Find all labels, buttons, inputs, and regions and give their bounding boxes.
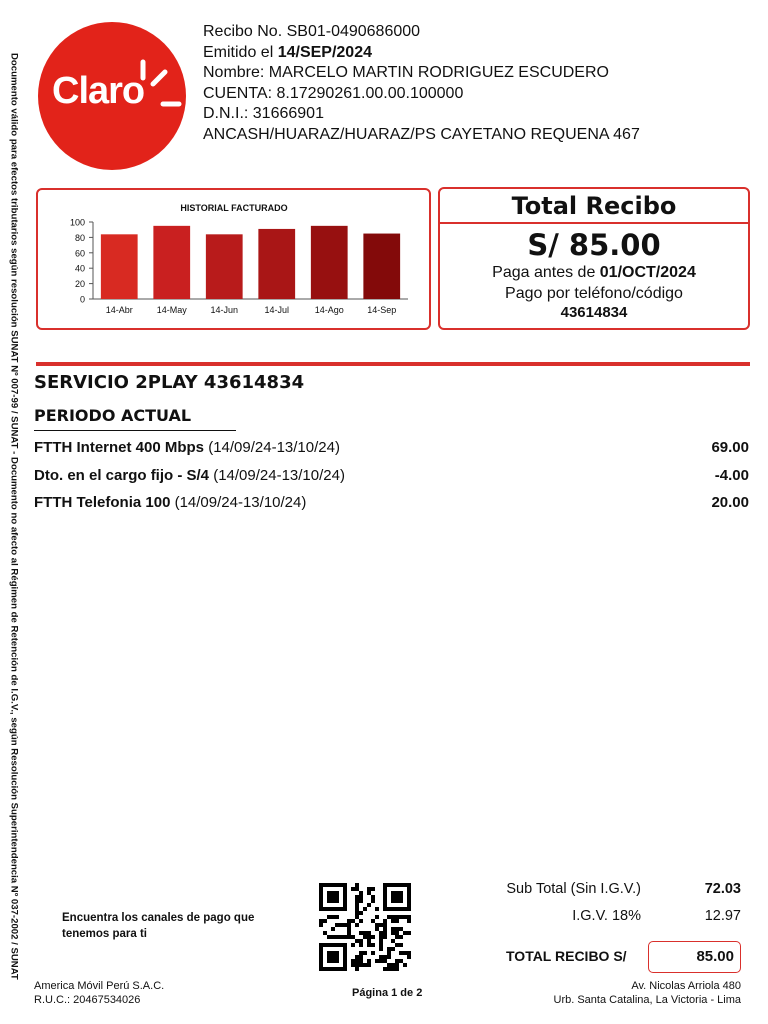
- company-ruc: R.U.C.: 20467534026: [34, 994, 141, 1006]
- account-number: CUENTA: 8.17290261.00.00.100000: [203, 84, 464, 102]
- y-tick-label: 0: [79, 294, 85, 305]
- chart-bar: [311, 226, 348, 299]
- payment-channels-note: Encuentra los canales de pago que tenemos para ti: [62, 912, 255, 940]
- page-number: Página 1 de 2: [352, 987, 423, 999]
- item-period: (14/09/24-13/10/24): [204, 439, 340, 457]
- igv-label: I.G.V. 18%: [572, 908, 641, 924]
- chart-title: HISTORIAL FACTURADO: [180, 203, 288, 213]
- x-tick-label: 14-May: [156, 305, 187, 315]
- legal-side-note: [0, 30, 28, 1002]
- due-date: 01/OCT/2024: [599, 264, 696, 281]
- company-address: [554, 979, 742, 1007]
- item-period: (14/09/24-13/10/24): [170, 494, 307, 512]
- y-tick-label: 20: [74, 279, 85, 290]
- item-name: Dto. en el cargo fijo - S/4: [34, 466, 210, 484]
- subtotal-value: 72.03: [704, 881, 741, 897]
- due-line: [440, 262, 748, 283]
- customer-name: Nombre: MARCELO MARTIN RODRIGUEZ ESCUDERO: [203, 64, 609, 81]
- period-title: PERIODO ACTUAL: [34, 406, 192, 425]
- chart-bar: [258, 229, 295, 299]
- section-divider: [36, 362, 750, 366]
- logo-rays-icon: [38, 22, 186, 170]
- customer-address: ANCASH/HUARAZ/HUARAZ/PS CAYETANO REQUENA 467: [203, 125, 640, 143]
- dni-number: D.N.I.: 31666901: [203, 105, 324, 122]
- total-amount: S/ 85.00: [527, 228, 661, 262]
- service-title: SERVICIO 2PLAY 43614834: [34, 372, 305, 393]
- billing-history-panel: [36, 188, 431, 330]
- item-amount: -4.00: [714, 466, 749, 484]
- igv-value: 12.97: [704, 908, 741, 924]
- item-name: FTTH Telefonia 100: [34, 494, 171, 512]
- receipt-number: Recibo No. SB01-0490686000: [203, 23, 421, 40]
- address-line-2: Urb. Santa Catalina, La Victoria - Lima: [553, 994, 741, 1006]
- chart-bar: [153, 226, 190, 299]
- qr-code-icon[interactable]: [319, 883, 411, 971]
- chart-bar: [363, 234, 400, 299]
- y-tick-label: 100: [69, 217, 85, 228]
- list-item: [34, 489, 749, 517]
- due-label: Paga antes de: [492, 264, 600, 281]
- period-underline: [34, 430, 236, 431]
- legal-side-note-text: Documento válido para efectos tributarios según resolución SUNAT Nº 007-99 / SUNAT - Documento no afecto al Régimen de Retención de I.G.V., según Resolución Superintendencia Nº 037-2002 / SUNAT: [8, 52, 20, 980]
- claro-logo: [38, 22, 186, 170]
- charges-list: [34, 434, 749, 517]
- issue-line: [203, 43, 640, 64]
- total-recibo-label: TOTAL RECIBO S/: [506, 948, 627, 964]
- company-info: [34, 979, 164, 1007]
- x-tick-label: 14-Sep: [367, 305, 397, 315]
- item-amount: 69.00: [711, 439, 749, 457]
- total-title: Total Recibo: [440, 189, 748, 224]
- x-tick-label: 14-Jun: [210, 305, 239, 315]
- item-period: (14/09/24-13/10/24): [209, 466, 345, 484]
- billing-history-chart: [38, 190, 429, 328]
- x-tick-label: 14-Abr: [105, 305, 133, 315]
- y-tick-label: 80: [74, 232, 85, 243]
- issued-label: Emitido el: [203, 43, 278, 61]
- y-tick-label: 60: [74, 248, 85, 259]
- list-item: [34, 462, 749, 490]
- pay-label: Pago por teléfono/código: [505, 285, 683, 302]
- list-item: [34, 434, 749, 462]
- payment-code: 43614834: [560, 304, 628, 321]
- total-panel: [438, 187, 750, 330]
- chart-bar: [206, 234, 243, 299]
- x-tick-label: 14-Ago: [314, 305, 344, 315]
- item-amount: 20.00: [711, 494, 749, 512]
- total-recibo-value: 85.00: [648, 941, 741, 973]
- chart-bar: [101, 234, 138, 299]
- customer-header: [203, 22, 640, 145]
- company-name: America Móvil Perú S.A.C.: [34, 980, 165, 992]
- x-tick-label: 14-Jul: [264, 305, 290, 315]
- address-line-1: Av. Nicolas Arriola 480: [631, 980, 741, 992]
- issued-date: 14/SEP/2024: [277, 43, 372, 61]
- item-name: FTTH Internet 400 Mbps: [34, 439, 205, 457]
- logo-text: Claro: [52, 70, 145, 112]
- subtotal-label: Sub Total (Sin I.G.V.): [506, 881, 641, 897]
- y-tick-label: 40: [74, 263, 85, 274]
